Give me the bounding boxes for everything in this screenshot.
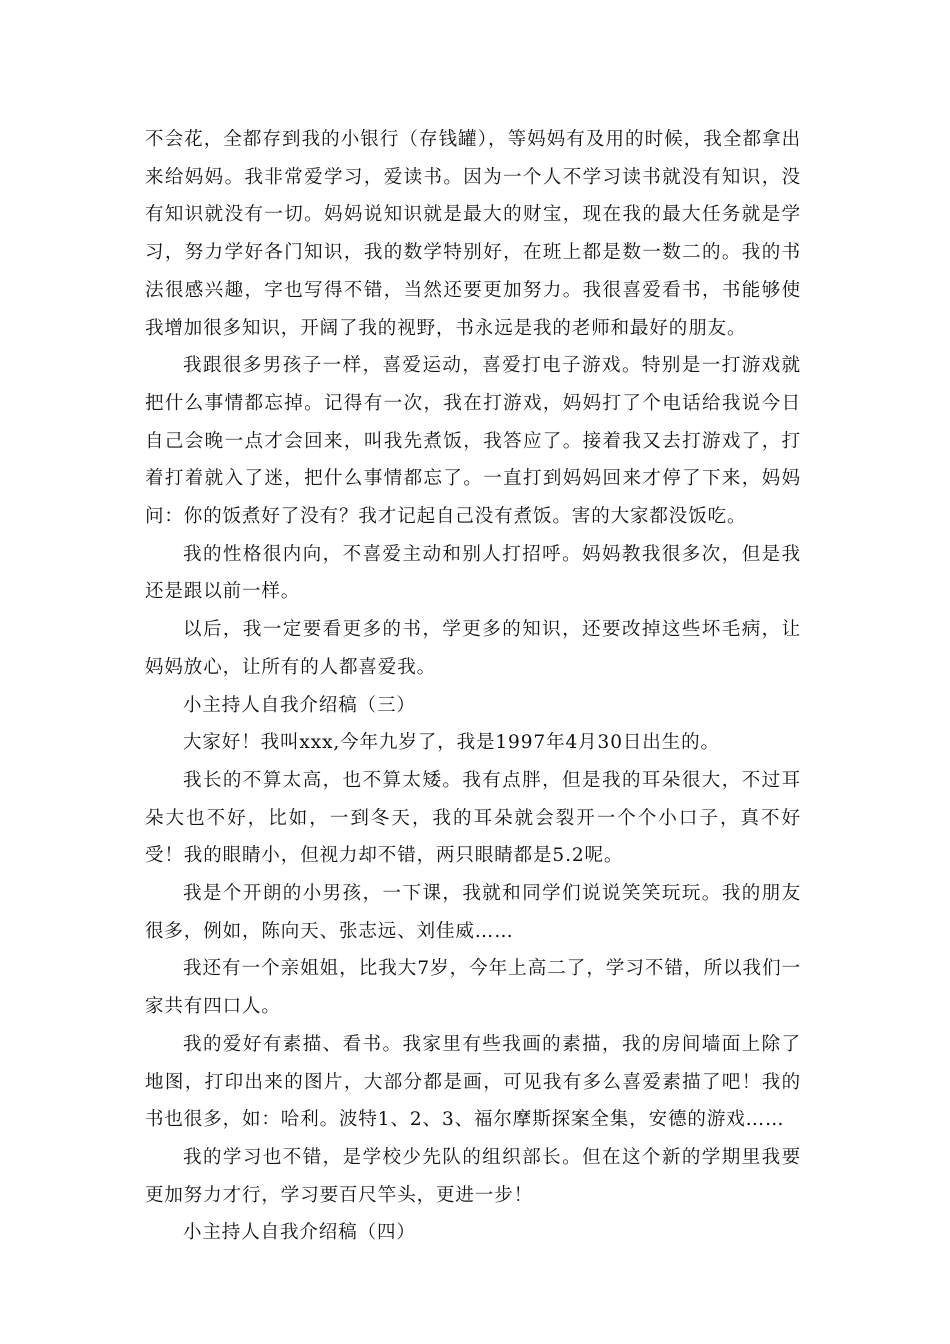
document-page bbox=[145, 121, 801, 1252]
paragraph-games: 我跟很多男孩子一样，喜爱运动，喜爱打电子游戏。特别是一打游戏就把什么事情都忘掉。记得有一次，我在打游戏，妈妈打了个电话给我说今日自己会晚一点才会回来，叫我先煮饭，我答应了。接着我又去打游戏了，打着打着就入了迷，把什么事情都忘了。一直打到妈妈回来才停了下来，妈妈问：你的饭煮好了没有？我才记起自己没有煮饭。害的大家都没饭吃。 bbox=[145, 355, 801, 528]
paragraph-savings-and-study: 不会花，全都存到我的小银行（存钱罐），等妈妈有及用的时候，我全都拿出来给妈妈。我非常爱学习，爱读书。因为一个人不学习读书就没有知识，没有知识就没有一切。妈妈说知识就是最大的财宝，现在我的最大任务就是学习，努力学好各门知识，我的数学特别好，在班上都是数一数二的。我的书法很感兴趣，字也写得不错，当然还要更加努力。我很喜爱看书，书能够使我增加很多知识，开阔了我的视野，书永远是我的老师和最好的朋友。 bbox=[145, 129, 801, 339]
section-heading-4: 小主持人自我介绍稿（四） bbox=[183, 1222, 416, 1244]
paragraph-appearance: 我长的不算太高，也不算太矮。我有点胖，但是我的耳朵很大，不过耳朵大也不好，比如，一到冬天，我的耳朵就会裂开一个个小口子，真不好受！我的眼睛小，但视力却不错，两只眼睛都是5.2呢。 bbox=[145, 769, 801, 867]
paragraph-personality: 我的性格很内向，不喜爱主动和别人打招呼。妈妈教我很多次，但是我还是跟以前一样。 bbox=[145, 543, 801, 603]
paragraph-studies: 我的学习也不错，是学校少先队的组织部长。但在这个新的学期里我要更加努力才行，学习要百尺竿头，更进一步！ bbox=[145, 1146, 801, 1206]
paragraph-hobbies: 我的爱好有素描、看书。我家里有些我画的素描，我的房间墙面上除了地图，打印出来的图片，大部分都是画，可见我有多么喜爱素描了吧！我的书也很多，如：哈利。波特1、2、3、福尔摩斯探案全集，安德的游戏…… bbox=[145, 1033, 801, 1131]
paragraph-family: 我还有一个亲姐姐，比我大7岁，今年上高二了，学习不错，所以我们一家共有四口人。 bbox=[145, 958, 801, 1018]
paragraph-friends: 我是个开朗的小男孩，一下课，我就和同学们说说笑笑玩玩。我的朋友很多，例如，陈向天、张志远、刘佳威…… bbox=[145, 883, 801, 942]
paragraph-greeting: 大家好！我叫xxx,今年九岁了，我是1997年4月30日出生的。 bbox=[183, 732, 720, 754]
paragraph-future: 以后，我一定要看更多的书，学更多的知识，还要改掉这些坏毛病，让妈妈放心，让所有的人都喜爱我。 bbox=[145, 619, 801, 678]
section-heading-3: 小主持人自我介绍稿（三） bbox=[183, 694, 416, 716]
